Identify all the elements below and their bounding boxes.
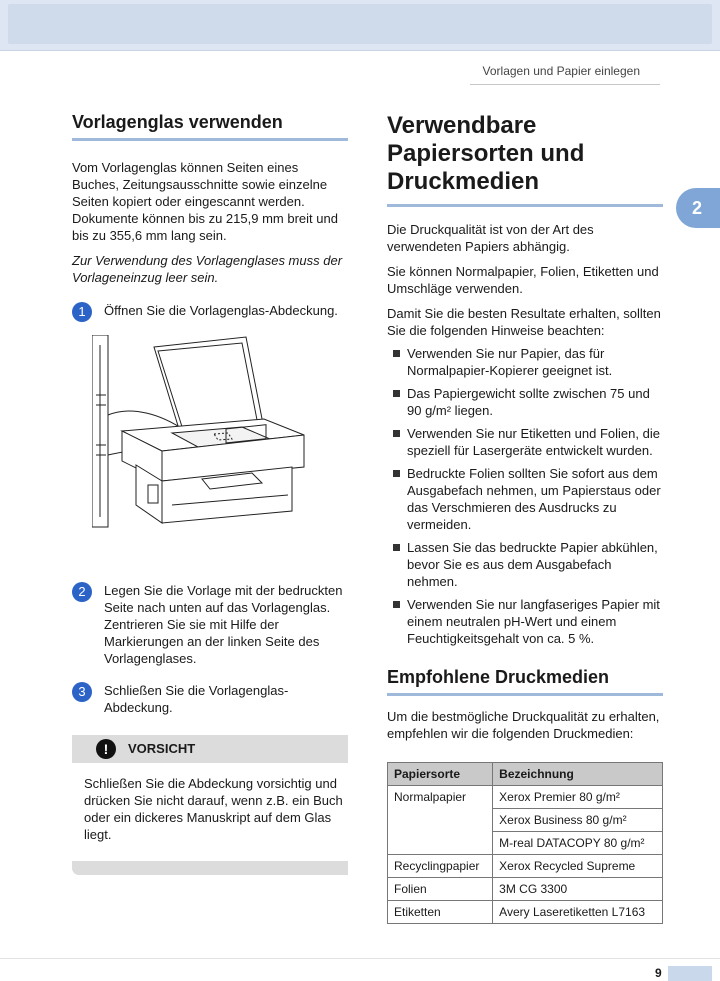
- media-table: [387, 762, 663, 924]
- chapter-tab[interactable]: 2: [676, 188, 720, 228]
- list-item: [387, 345, 663, 379]
- table-row: [388, 855, 663, 878]
- caution-header: [72, 735, 348, 763]
- header-rule: [470, 84, 660, 85]
- table-row: [388, 901, 663, 924]
- footer-rule: [0, 958, 720, 959]
- note-paragraph: Zur Verwendung des Vorlagenglases muss der Vorlageneinzug leer sein.: [72, 253, 343, 285]
- table-cell: Avery Laseretiketten L7163: [493, 901, 663, 924]
- warning-icon: !: [96, 739, 116, 759]
- list-item: [387, 539, 663, 590]
- list-item-text: Das Papiergewicht sollte zwischen 75 und 90 g/m² liegen.: [407, 386, 650, 418]
- step-text: Legen Sie die Vorlage mit der bedruckten Seite nach unten auf das Vorlagenglas. Zentrieren Sie sie mit Hilfe der Markierungen an der linken Seite des Vorlagenglases.: [104, 583, 343, 666]
- table-cell: Recyclingpapier: [388, 855, 493, 878]
- table-intro: Um die bestmögliche Druckqualität zu erhalten, empfehlen wir die folgenden Druckmedien:: [387, 709, 660, 741]
- step-number-badge: 1: [72, 302, 92, 322]
- column-header: Papiersorte: [388, 763, 493, 786]
- table-row: [388, 878, 663, 901]
- paragraph-medien: Sie können Normalpapier, Folien, Etiketten und Umschläge verwenden.: [387, 264, 659, 296]
- step-text: Schließen Sie die Vorlagenglas-Abdeckung.: [104, 683, 289, 715]
- step-text: Öffnen Sie die Vorlagenglas-Abdeckung.: [104, 303, 338, 318]
- caution-label: VORSICHT: [128, 741, 196, 756]
- step-number-badge: 3: [72, 682, 92, 702]
- table-cell: Xerox Recycled Supreme: [493, 855, 663, 878]
- table-row: [388, 786, 663, 809]
- caution-text: Schließen Sie die Abdeckung vorsichtig und drücken Sie nicht darauf, wenn z.B. ein Buch oder ein dickeres Manuskript auf dem Glas liegt.: [84, 776, 343, 842]
- table-cell: 3M CG 3300: [493, 878, 663, 901]
- section-title-vorlagenglas: Vorlagenglas verwenden: [72, 112, 348, 141]
- list-item-text: Lassen Sie das bedruckte Papier abkühlen, bevor Sie es aus dem Ausgabefach nehmen.: [407, 540, 658, 589]
- table-cell: Xerox Premier 80 g/m²: [493, 786, 663, 809]
- list-item: [387, 385, 663, 419]
- list-item-text: Verwenden Sie nur Etiketten und Folien, die speziell für Lasergeräte entwickelt wurden.: [407, 426, 660, 458]
- section-title-empfohlene: Empfohlene Druckmedien: [387, 667, 663, 696]
- scanner-illustration: [92, 335, 312, 535]
- hinweise-list: [387, 345, 663, 647]
- bullet-square-icon: [393, 430, 400, 437]
- list-item-text: Bedruckte Folien sollten Sie sofort aus dem Ausgabefach nehmen, um Papierstaus oder das Verschmieren des Ausdrucks zu vermeiden.: [407, 466, 661, 532]
- bullet-square-icon: [393, 601, 400, 608]
- table-cell: Etiketten: [388, 901, 493, 924]
- page-tab: [668, 966, 712, 981]
- bullet-square-icon: [393, 470, 400, 477]
- right-column: [387, 112, 663, 924]
- list-item: [387, 596, 663, 647]
- list-item-text: Verwenden Sie nur langfaseriges Papier mit einem neutralen pH-Wert und einem Feuchtigkeitsgehalt von ca. 5 %.: [407, 597, 660, 646]
- left-column: [72, 112, 348, 875]
- paragraph-hinweise: Damit Sie die besten Resultate erhalten, sollten Sie die folgenden Hinweise beachten:: [387, 306, 661, 338]
- section-title-papiersorten: Verwendbare Papiersorten und Druckmedien: [387, 112, 663, 207]
- step-3: [72, 682, 348, 716]
- page-number: 9: [655, 966, 662, 980]
- top-band-inner: [8, 4, 712, 44]
- table-cell: Xerox Business 80 g/m²: [493, 809, 663, 832]
- table-cell: Folien: [388, 878, 493, 901]
- list-item-text: Verwenden Sie nur Papier, das für Normalpapier-Kopierer geeignet ist.: [407, 346, 613, 378]
- list-item: [387, 425, 663, 459]
- step-2: [72, 582, 348, 667]
- bullet-square-icon: [393, 350, 400, 357]
- intro-paragraph: Vom Vorlagenglas können Seiten eines Buches, Zeitungsausschnitte sowie einzelne Seiten kopiert oder eingescannt werden. Dokumente können bis zu 215,9 mm breit und bis zu 355,6 mm lang sein.: [72, 160, 338, 243]
- list-item: [387, 465, 663, 533]
- paragraph-druckqualitaet: Die Druckqualität ist von der Art des verwendeten Papiers abhängig.: [387, 222, 594, 254]
- table-header-row: [388, 763, 663, 786]
- bullet-square-icon: [393, 544, 400, 551]
- table-cell: M-real DATACOPY 80 g/m²: [493, 832, 663, 855]
- running-header: Vorlagen und Papier einlegen: [482, 64, 640, 78]
- column-header: Bezeichnung: [493, 763, 663, 786]
- step-number-badge: 2: [72, 582, 92, 602]
- bullet-square-icon: [393, 390, 400, 397]
- table-cell: Normalpapier: [388, 786, 493, 855]
- step-1: [72, 302, 348, 319]
- caution-footer-bar: [72, 861, 348, 875]
- top-band: [0, 0, 720, 51]
